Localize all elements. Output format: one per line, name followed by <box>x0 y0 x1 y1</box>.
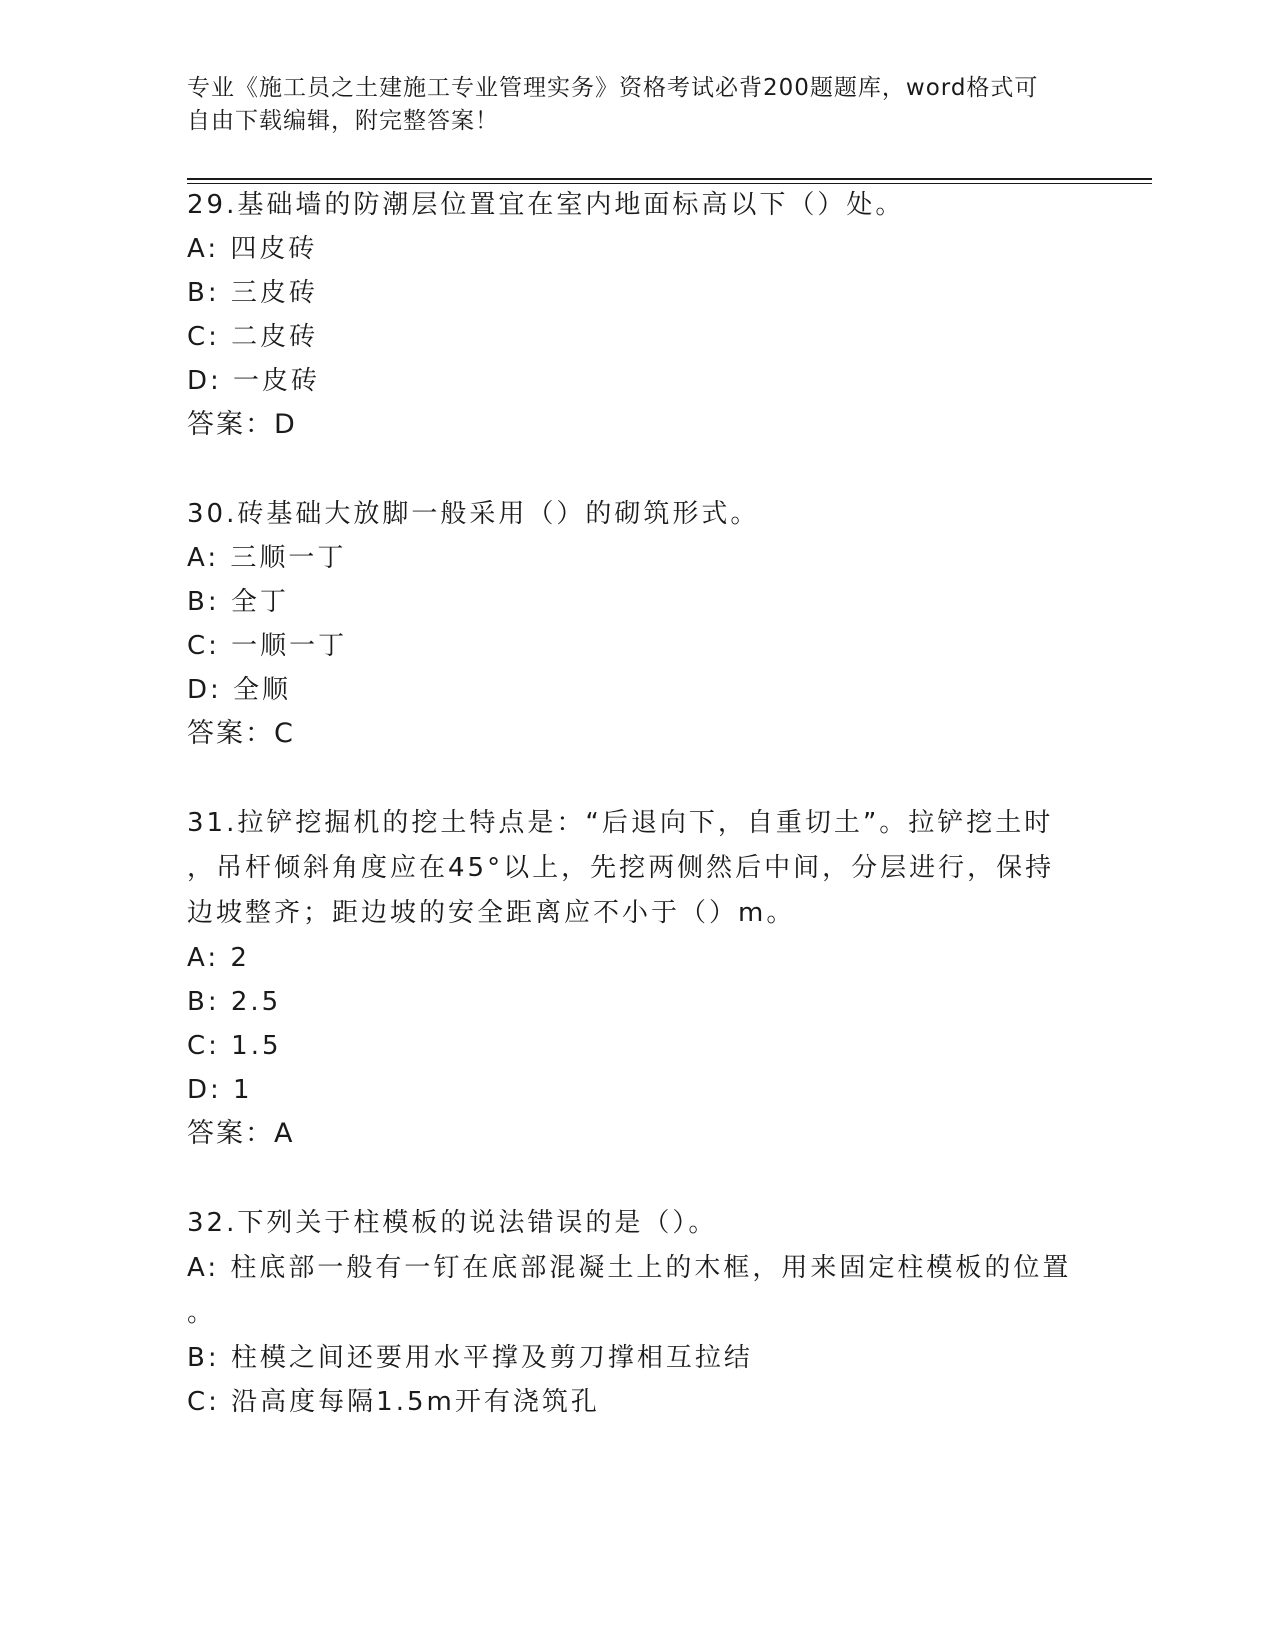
question-32-option-b: B: 柱模之间还要用水平撑及剪刀撑相互拉结 <box>187 1343 753 1373</box>
question-32-option-a: A: 柱底部一般有一钉在底部混凝土上的木框，用来固定柱模板的位置 <box>187 1253 1072 1283</box>
question-29-option-a: A: 四皮砖 <box>187 234 318 264</box>
question-29-stem: 29.基础墙的防潮层位置宜在室内地面标高以下（）处。 <box>187 190 905 220</box>
question-29-answer: 答案：D <box>187 409 297 440</box>
question-30-option-a: A: 三顺一丁 <box>187 543 347 573</box>
question-30-option-c: C: 一顺一丁 <box>187 631 348 661</box>
question-29-option-b: B: 三皮砖 <box>187 278 318 308</box>
document-header <box>187 72 1087 138</box>
header-divider-thin <box>187 183 1152 184</box>
question-32-option-a-continuation: 。 <box>187 1298 217 1328</box>
question-31-option-c: C: 1.5 <box>187 1031 282 1061</box>
question-32-option-c: C: 沿高度每隔1.5m开有浇筑孔 <box>187 1387 600 1417</box>
question-31-option-d: D: 1 <box>187 1075 253 1105</box>
header-line-1: 专业《施工员之土建施工专业管理实务》资格考试必背200题题库，word格式可 <box>187 75 1039 101</box>
question-29-option-d: D: 一皮砖 <box>187 366 321 396</box>
question-31-option-b: B: 2.5 <box>187 987 282 1017</box>
question-32-stem: 32.下列关于柱模板的说法错误的是（）。 <box>187 1208 718 1238</box>
question-29-option-c: C: 二皮砖 <box>187 322 319 352</box>
header-line-2: 自由下载编辑，附完整答案！ <box>187 108 499 134</box>
question-31-stem-line-3: 边坡整齐；距边坡的安全距离应不小于（）m。 <box>187 898 796 928</box>
header-divider-thick <box>187 178 1152 180</box>
question-31-option-a: A: 2 <box>187 943 250 973</box>
question-30-answer: 答案：C <box>187 718 295 749</box>
question-31-stem-line-1: 31.拉铲挖掘机的挖土特点是：“后退向下，自重切土”。拉铲挖土时 <box>187 808 1054 838</box>
question-31-stem-line-2: ，吊杆倾斜角度应在45°以上，先挖两侧然后中间，分层进行，保持 <box>187 853 1055 883</box>
question-30-option-d: D: 全顺 <box>187 675 292 705</box>
question-31-answer: 答案：A <box>187 1118 295 1149</box>
question-30-stem: 30.砖基础大放脚一般采用（）的砌筑形式。 <box>187 499 760 529</box>
question-30-option-b: B: 全丁 <box>187 587 289 617</box>
